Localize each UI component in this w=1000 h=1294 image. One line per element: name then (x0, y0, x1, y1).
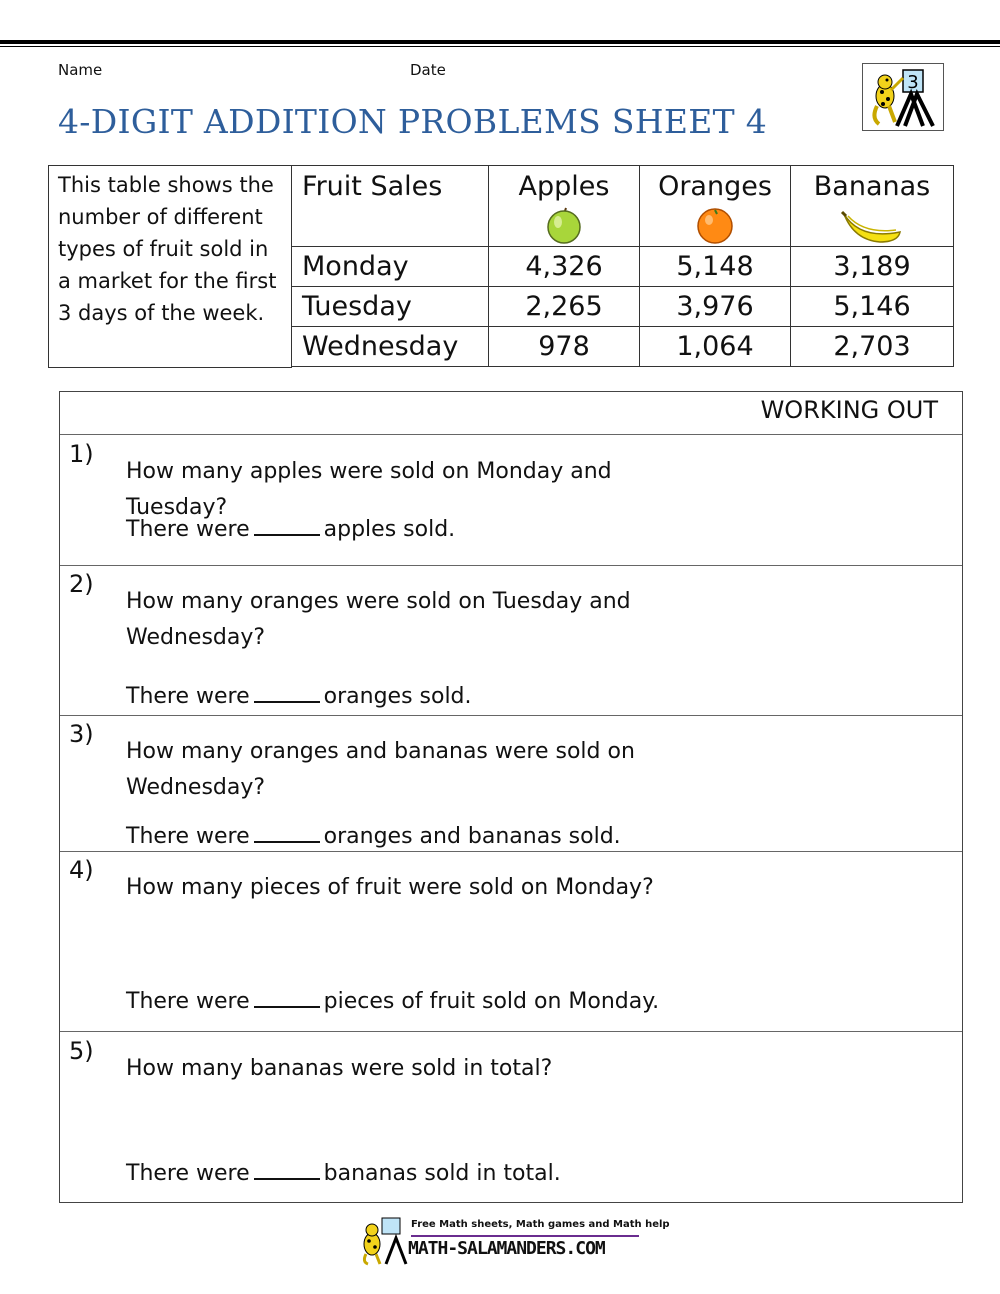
column-oranges: Oranges (640, 166, 791, 247)
answer-line (126, 514, 455, 542)
table-row (292, 287, 954, 327)
cell-value: 5,148 (640, 247, 791, 287)
header-rule (0, 40, 1000, 44)
answer-prefix: There were (126, 989, 250, 1014)
cell-value: 4,326 (489, 247, 640, 287)
questions-box (59, 391, 963, 1203)
question-text: How many bananas were sold in total? (126, 1056, 553, 1081)
info-text: This table shows the number of different types of fruit sold in a market for the first 3 days of the week. (48, 165, 292, 368)
row-day: Tuesday (292, 287, 489, 327)
table-header-row (292, 166, 954, 247)
question-text: How many apples were sold on Monday and Tuesday? (126, 459, 612, 520)
answer-line (126, 1158, 561, 1186)
footer-logo (356, 1216, 670, 1268)
cell-value: 2,265 (489, 287, 640, 327)
divider (60, 715, 962, 716)
answer-prefix: There were (126, 517, 250, 542)
answer-suffix: bananas sold in total. (323, 1161, 561, 1186)
answer-blank[interactable] (254, 681, 320, 703)
footer-site-name[interactable]: MATH-SALAMANDERS.COM (408, 1238, 605, 1259)
footer-underline (411, 1235, 639, 1237)
orange-icon (695, 206, 735, 244)
footer-salamander-icon (356, 1216, 408, 1266)
divider (60, 851, 962, 852)
header-rule-thin (0, 46, 1000, 47)
fruit-sales-table (291, 165, 954, 367)
cell-value: 2,703 (791, 327, 954, 367)
table-corner: Fruit Sales (292, 166, 489, 247)
question-text: How many oranges and bananas were sold on Wednesday? (126, 739, 635, 800)
apple-icon (544, 206, 584, 244)
answer-suffix: pieces of fruit sold on Monday. (323, 989, 660, 1014)
answer-prefix: There were (126, 824, 250, 849)
question-number: 4) (69, 856, 94, 884)
salamander-logo (862, 63, 944, 131)
working-out-label: WORKING OUT (760, 396, 938, 424)
column-bananas: Bananas (791, 166, 954, 247)
answer-line (126, 681, 472, 709)
answer-suffix: apples sold. (323, 517, 456, 542)
answer-prefix: There were (126, 684, 250, 709)
question-text: How many oranges were sold on Tuesday and Wednesday? (126, 589, 631, 650)
question-number: 5) (69, 1037, 94, 1065)
question-number: 1) (69, 440, 94, 468)
answer-line (126, 821, 621, 849)
cell-value: 1,064 (640, 327, 791, 367)
salamander-logo-icon (863, 64, 945, 132)
answer-prefix: There were (126, 1161, 250, 1186)
question-number: 3) (69, 720, 94, 748)
name-label: Name (58, 61, 103, 79)
divider (60, 434, 962, 435)
footer-tagline: Free Math sheets, Math games and Math help (411, 1219, 670, 1230)
question-number: 2) (69, 570, 94, 598)
table-row (292, 247, 954, 287)
row-day: Monday (292, 247, 489, 287)
row-day: Wednesday (292, 327, 489, 367)
table-row (292, 327, 954, 367)
column-apples: Apples (489, 166, 640, 247)
answer-suffix: oranges and bananas sold. (323, 824, 621, 849)
answer-blank[interactable] (254, 821, 320, 843)
answer-blank[interactable] (254, 986, 320, 1008)
date-label: Date (410, 61, 446, 79)
answer-suffix: oranges sold. (323, 684, 472, 709)
banana-icon (840, 206, 904, 244)
answer-blank[interactable] (254, 1158, 320, 1180)
cell-value: 5,146 (791, 287, 954, 327)
question-text: How many pieces of fruit were sold on Monday? (126, 875, 654, 900)
logo-grade: 3 (907, 72, 919, 93)
answer-line (126, 986, 659, 1014)
divider (60, 1031, 962, 1032)
page-title: 4-DIGIT ADDITION PROBLEMS SHEET 4 (58, 102, 767, 141)
answer-blank[interactable] (254, 514, 320, 536)
cell-value: 3,976 (640, 287, 791, 327)
divider (60, 565, 962, 566)
cell-value: 3,189 (791, 247, 954, 287)
cell-value: 978 (489, 327, 640, 367)
